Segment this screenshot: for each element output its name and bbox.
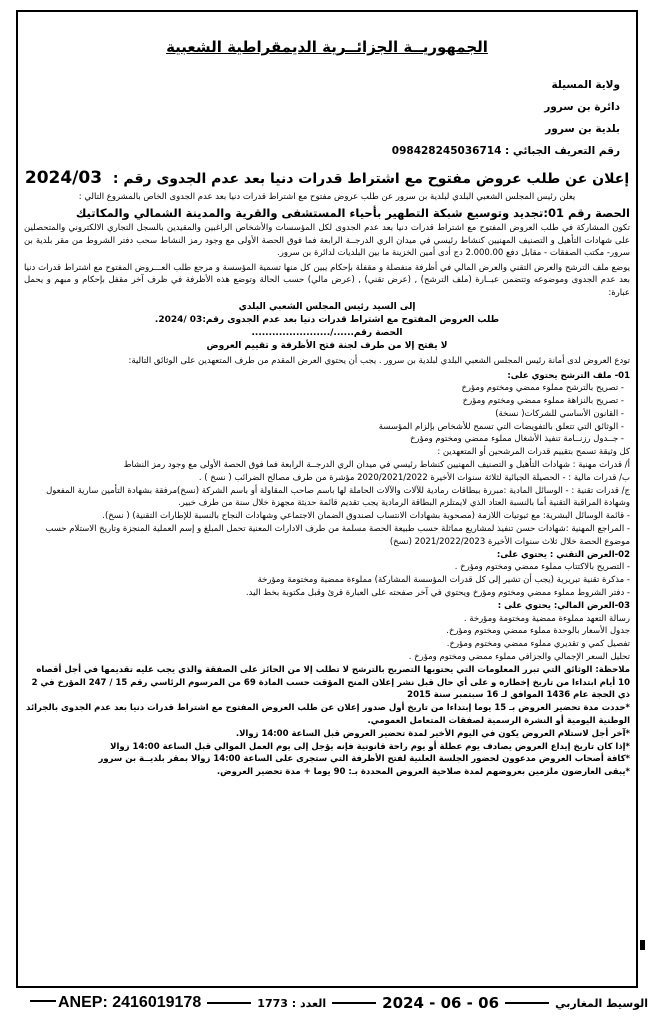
footer-divider [332,1002,376,1004]
list-item: ج/ قدرات تقنية : - الوسائل المادية :مبررة ببطاقات رمادية للآلات والآلات الحاملة لها باسم صاحب المقاولة أو باسم الشركة (نسخ)مرفقة بشهادة التأمين سارية المفعول وشهادة المراقبة التقنية أما بالنسبة العتاد الذي لايمتلزم البطاقة الرمادية يجب تقديم قائمة حديثة مجهزة خلال سنة من طرف خبير. [46,485,630,509]
technical-section [24,549,630,600]
list-item: - القانون الأساسي للشركات( نسخة) [495,408,624,419]
participation-paragraph: تكون المشاركة في طلب العروض المفتوح مع اشتراط قدرات دنيا بعد عدم الجدوى لكل المؤسسات والأشخاص الراغبين والمقيدين بالسجل التجاري الالكتروني والمتحصلين على شهادات التأهيل و التصنيف المهنيين كنشاط رئيسي في ميدان الري الدرجــة الرابعة فما فوق الحصة الأولى مع وجود رمز النشاط سحب دفتر الشروط من مقر بلدية بن سرور- مكتب الصفقات - مقابل دفع 2.000.00 دج أدى أمين الخزينة ما بين البلديات لدائرة بن سرور. [24,223,630,258]
footer-left-dash [30,1000,56,1002]
issue-number: العدد : 1773 [257,996,327,1010]
notice-number: 2024/03 [24,168,103,188]
list-item: - التصريح بالاكتتاب مملوء ممضي ومختوم ومؤرخ . [454,562,630,573]
address-line-1: إلى السيد رئيس المجلس الشعبي البلدي [238,302,416,312]
list-item: - مذكرة تقنية تبريرية (يجب أن تشير إلى كل قدرات المؤسسة المشاركة) مملوءة ممضية ومختومة ومؤرخة [257,575,630,586]
list-item: ب/ قدرات مالية : - الحصيلة الجبائية لثلاثة سنوات الأخيرة 2020/2021/2022 مؤشرة من طرف مصالح الضرائب ( نسخ ) . [198,472,630,483]
footer-divider [505,1002,549,1004]
list-item: - تصريح بالنزاهة مملوء ممضي ومختوم ومؤرخ [462,396,624,407]
list-item: - المراجع المهنية :شهادات حسن تنفيذ لمشاريع مماثلة حسب طبيعة الحصة مسلمة من طرف الادارات المعنية تحمل المبلغ و إسم العملية المنجزة وتاريخ الاستلام حسب موضوع الحصة خلال ثلاث سنوات الأخيرة 2021/2022/2023 (نسخ) [45,524,630,547]
edge-mark [640,940,645,950]
list-item: أ/ قدرات مهنية : شهادات التأهيل و التصنيف المهنيين كنشاط رئيسي في ميدان الري الدرجــة الرابعة فما فوق الحصة الأولى مع وجود رمز النشاط [123,460,630,471]
financial-heading: 03-العرض المالي: يحتوي على : [497,600,630,611]
newspaper-name: الوسيط المغاربي [555,996,649,1010]
candidature-heading: 01- ملف الترشح يحتوي على: [507,370,630,381]
list-item: *يبقى العارضون ملزمين بعروضهم لمدة صلاحية العروض المحددة بـ: 90 يوما + مدة تحضير العروض. [216,767,630,778]
administration-block [24,74,630,162]
republic-header: الجمهوريــة الجزائــرية الديمقراطية الشعبية [166,38,488,56]
nif-line [24,140,630,162]
technical-heading: 02-العرض التقني : يحتوي على: [496,549,630,560]
deposit-paragraph: تودع العروض لدى أمانة رئيس المجلس الشعبي البلدي لبلدية بن سرور . يجب أن يحتوي العرض المقدم من طرف المتعهدين على الوثائق التالية: [128,356,630,366]
nif-value: 098428245036714 [391,145,502,157]
list-item: - تصريح بالترشح مملوء ممضي ومختوم ومؤرخ [461,383,624,394]
address-line-2: طلب العروض المفتوح مع اشتراط قدرات دنيا بعد عدم الجدوى رقم:03 /2024. [154,315,500,325]
note-paragraph: ملاحظة: الوثائق التي تبرر المعلومات التي يحتويها التصريح بالترشح لا تطلب إلا من الحائز على الصفقة والذي يجب عليه تقديمها في أجل أقصاه 10 أيام ابتداءا من تاريخ إخطاره و على أي حال قبل نشر إعلان المنح المؤقت حسب المادة 69 من المرسوم الرئاسي رقم 15 / 247 المؤرخ في 2 ذي الحجة عام 1436 الموافق لـ 16 سبتمبر سنة 2015 [31,664,630,701]
address-line-4: لا يفتح إلا من طرف لجنة فتح الأظرفة و تقييم العروض [206,341,448,351]
list-item: - دفتر الشروط مملوء ممضي ومختوم ومؤرخ ويحتوي في آخر صفحته على العبارة قرئ وقبل مكتوبة بخط اليد. [245,588,630,599]
financial-section [24,600,630,779]
list-item: كل وثيقة تسمح بتقييم قدرات المرشحين أو المتعهدين : [437,447,630,458]
list-item: - الوثائق التي تتعلق بالتفويضات التي تسمح للأشخاص بإلزام المؤسسة [378,421,624,432]
notice-intro: يعلن رئيس المجلس الشعبي البلدي لبلدية بن سرور عن طلب عروض مفتوح مع اشتراط قدرات دنيا بعد عدم الجدوى الخاص بالمشروع التالي : [78,192,576,202]
notice-title-text: إعلان عن طلب عروض مفتوح مع اشتراط قدرات دنيا بعد عدم الجدوى رقم : [112,171,630,187]
nif-label: رقم التعريف الجبائي : [505,145,620,157]
list-item: - قائمة الوسائل البشرية: مع ثبوتيات اللازمة (مصحوبة بشهادات الانتساب لصندوق الضمان الاجتماعي وشهادات النجاح بالنسبة للإطارات التقنية) ( نسخ). [102,511,630,522]
list-item: تفصيل كمي و تقديري مملوء ممضي ومختوم ومؤرخ. [446,639,630,650]
anep-number: ANEP: 2416019178 [58,994,202,1011]
candidature-section [24,370,630,549]
notice-title [24,168,630,188]
wilaya-line: ولاية المسيلة [551,79,620,91]
commune-line: بلدية بن سرور [545,123,620,135]
list-item: *آخر أجل لاستلام العروض يكون في اليوم الأخير لمدة تحضير العروض قبل الساعة 14:00 زوالا. [235,728,630,739]
daira-line: دائرة بن سرور [544,101,620,113]
list-item: *إذا كان تاريخ إيداع العروض يصادف يوم عطلة أو يوم راحة قانونية فإنه يؤجل إلى يوم العمل الموالي قبل الساعة 14:00 زوالا [110,741,630,752]
list-item: - جــدول رزنــامة تنفيذ الأشغال مملوء ممضي ومختوم ومؤرخ [410,434,624,445]
list-item: جدول الأسعار بالوحدة مملوء ممضي ومختوم ومؤرخ. [446,626,630,637]
list-item: رسالة التعهد مملوءة ممضية ومختومة ومؤرخة . [463,613,630,624]
list-item: *حددت مدة تحضير العروض بـ 15 يوما إبتداءا من تاريخ أول صدور إعلان عن طلب العروض المفتوح مع اشتراط قدرات دنيا بعد عدم الجدوى بالجرائد الوطنية اليومية أو النشرة الرسمية لصفقات المتعامل العمومي. [26,703,630,727]
publication-date: 2024 - 06 - 06 [382,994,500,1012]
list-item: تحليل السعر الإجمالي والجزافي مملوء ممضي ومختوم ومؤرخ . [408,652,630,663]
footer-divider [207,1002,251,1004]
address-line-3: الحصة رقم....../....................... [251,328,403,338]
envelope-paragraph: يوضع ملف الترشح والعرض التقني والعرض المالي في أظرفة منفصلة و مقفلة بإحكام يبين كل منها تسمية المؤسسة و مرجع طلب العـــروض المفتوح مع اشتراط قدرات دنيا بعد عدم الجدوى وموضوعه وتتضمن عبــارة (ملف الترشح) , (عرض تقني) , (عرض مالي) حسب الحالة وتوضع هذه الأظرفة في ظرف آخر مقفل بإحكام و مبهم و يحمل عبارة: [24,262,630,298]
list-item: *كافة أصحاب العروض مدعوون لحضور الجلسة العلنية لفتح الأظرفة التي ستجرى على الساعة 14:00 زوالا بمقر بلديــة بن سرور [98,754,630,765]
lot-title: الحصة رقم 01:تجديد وتوسيع شبكة التطهير بأحياء المستشفى والقرية والمدينة الشمالي والمكاتيك [75,206,630,220]
publication-footer [58,992,648,1014]
envelope-address [24,301,630,353]
notice-content [24,14,630,984]
